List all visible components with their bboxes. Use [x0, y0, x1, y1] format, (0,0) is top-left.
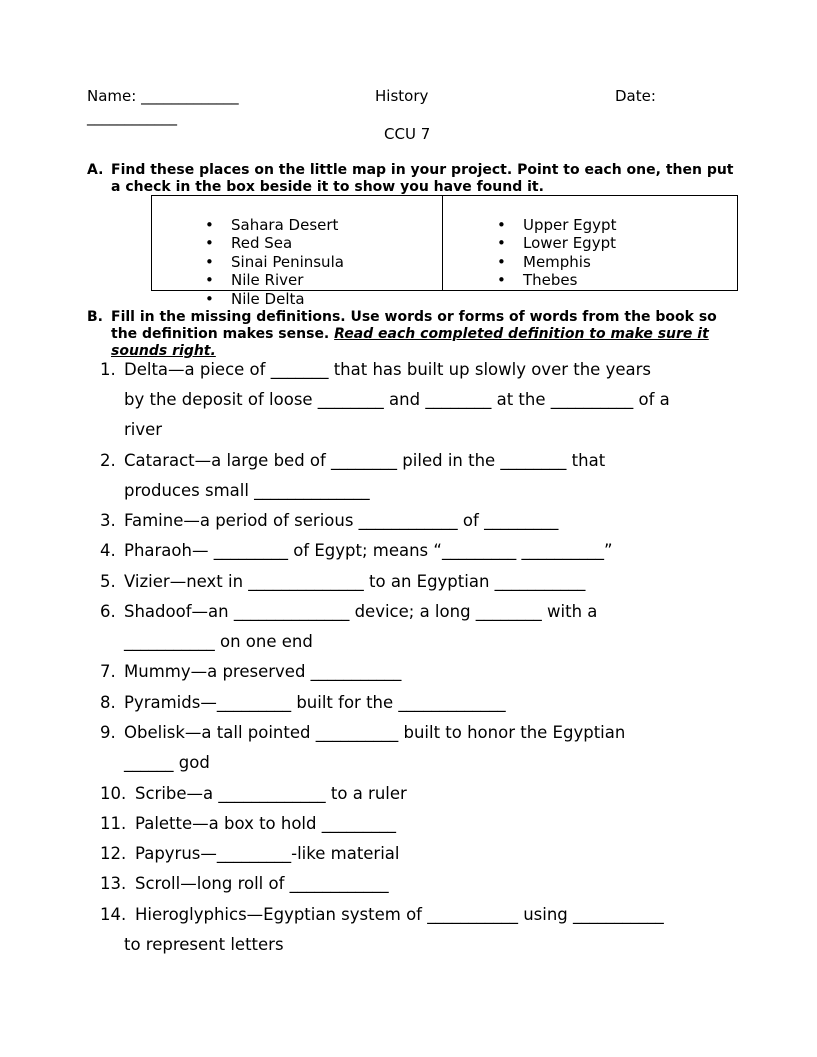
section-a-text: Find these places on the little map in your project. Point to each one, then put a check in the box beside it to show you have found it. — [111, 162, 734, 195]
item-number: 11. — [100, 814, 127, 833]
definition-line: to represent letters — [124, 935, 284, 954]
section-a-label: A. — [87, 162, 104, 178]
definition-line: Pharaoh— _________ of Egypt; means “_________ __________” — [124, 541, 613, 560]
item-number: 13. — [100, 874, 127, 893]
item-number: 8. — [100, 693, 116, 712]
places-table — [151, 195, 738, 308]
subject-title: History — [375, 87, 429, 105]
date-field-blank: ____________ — [87, 108, 177, 126]
unit-code: CCU 7 — [384, 125, 431, 143]
definition-line: Vizier—next in ______________ to an Egyptian ___________ — [124, 572, 586, 591]
list-item: • Memphis — [497, 252, 591, 271]
name-field-label: Name: _____________ — [87, 87, 239, 105]
definition-line: Palette—a box to hold _________ — [135, 814, 396, 833]
item-number: 1. — [100, 360, 116, 379]
definition-line: by the deposit of loose ________ and ________ at the __________ of a — [124, 390, 670, 409]
item-number: 3. — [100, 511, 116, 530]
date-field-label: Date: — [615, 87, 656, 105]
definition-line: ___________ on one end — [124, 632, 313, 651]
list-item: • Red Sea — [205, 234, 293, 253]
list-item: • Upper Egypt — [497, 215, 617, 234]
item-number: 14. — [100, 905, 127, 924]
item-number: 6. — [100, 602, 116, 621]
list-item: • Nile Delta — [205, 289, 305, 308]
column-divider — [442, 196, 443, 290]
section-b-label: B. — [87, 309, 103, 325]
definition-line: Scroll—long roll of ____________ — [135, 874, 389, 893]
item-number: 4. — [100, 541, 116, 560]
definition-line: Obelisk—a tall pointed __________ built to honor the Egyptian — [124, 723, 626, 742]
definition-line: river — [124, 420, 163, 439]
section-b-emphasis: Read each completed definition to make sure it sounds right. — [111, 326, 709, 359]
list-item: • Lower Egypt — [497, 234, 616, 253]
list-item: • Sahara Desert — [205, 215, 339, 234]
definition-line: Scribe—a _____________ to a ruler — [135, 784, 407, 803]
list-item: • Thebes — [497, 271, 578, 290]
definition-line: Pyramids—_________ built for the _____________ — [124, 693, 506, 712]
item-number: 7. — [100, 662, 116, 681]
definition-line: Papyrus—_________-like material — [135, 844, 400, 863]
list-item: • Nile River — [205, 271, 304, 290]
definition-line: Cataract—a large bed of ________ piled in the ________ that — [124, 451, 606, 470]
definition-line: Shadoof—an ______________ device; a long ________ with a — [124, 602, 598, 621]
definition-line: ______ god — [124, 753, 210, 772]
section-b-text: Fill in the missing definitions. Use words or forms of words from the book so the definition makes sense. Read each completed definition to make sure it sounds right. — [111, 309, 717, 359]
definition-line: Famine—a period of serious ____________ of _________ — [124, 511, 559, 530]
section-b-instructions — [87, 309, 747, 360]
section-a-instructions — [87, 162, 747, 196]
item-number: 5. — [100, 572, 116, 591]
list-item: • Sinai Peninsula — [205, 252, 344, 271]
item-number: 10. — [100, 784, 127, 803]
item-number: 12. — [100, 844, 127, 863]
definition-line: produces small ______________ — [124, 481, 370, 500]
item-number: 2. — [100, 451, 116, 470]
item-number: 9. — [100, 723, 116, 742]
definition-line: Hieroglyphics—Egyptian system of ___________ using ___________ — [135, 905, 664, 924]
definition-line: Delta—a piece of _______ that has built up slowly over the years — [124, 360, 651, 379]
definition-line: Mummy—a preserved ___________ — [124, 662, 402, 681]
